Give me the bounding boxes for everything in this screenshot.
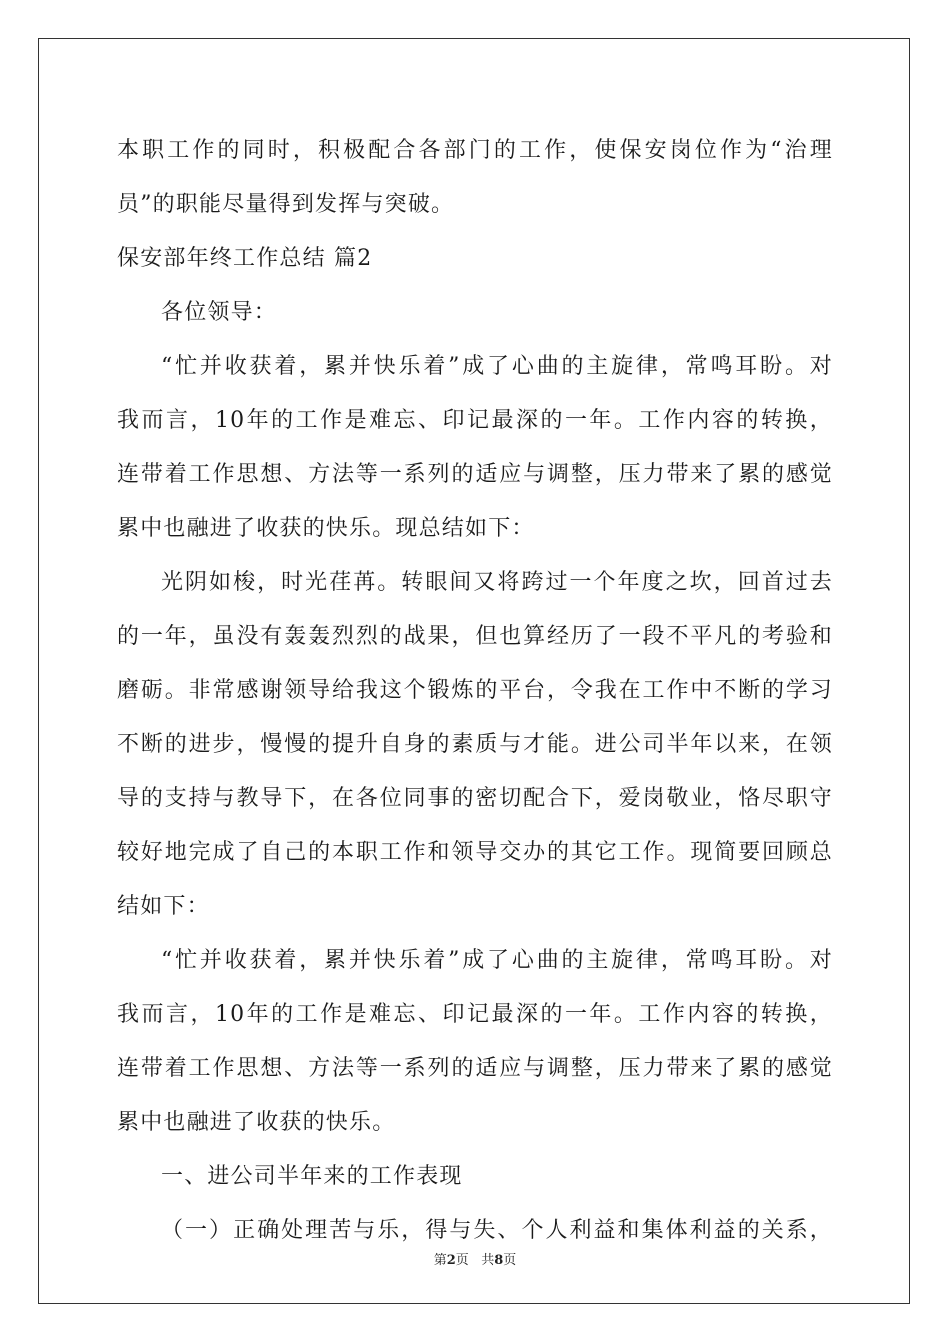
text-line: 导的支持与教导下，在各位同事的密切配合下，爱岗敬业，恪尽职守 [117, 786, 833, 811]
text-line: 连带着工作思想、方法等一系列的适应与调整，压力带来了累的感觉 [117, 1056, 833, 1081]
text-line: “忙并收获着，累并快乐着”成了心曲的主旋律，常鸣耳盼。对 [161, 354, 833, 379]
document-body [117, 124, 833, 1258]
text-line: 我而言，10年的工作是难忘、印记最深的一年。工作内容的转换， [117, 408, 833, 433]
text-line: 各位领导： [161, 300, 278, 325]
total-prefix: 共 [481, 1253, 495, 1268]
page-number: 2 [446, 1253, 456, 1268]
text-line: 本职工作的同时，积极配合各部门的工作，使保安岗位作为“治理 [117, 138, 833, 163]
text-line: 员”的职能尽量得到发挥与突破。 [117, 192, 455, 217]
text-line: 光阴如梭，时光荏苒。转眼间又将跨过一个年度之坎，回首过去 [161, 570, 833, 595]
page-prefix: 第 [433, 1253, 447, 1268]
total-pages: 8 [494, 1253, 504, 1268]
text-line: （一）正确处理苦与乐，得与失、个人利益和集体利益的关系， [161, 1218, 833, 1243]
text-line: 我而言，10年的工作是难忘、印记最深的一年。工作内容的转换， [117, 1002, 833, 1027]
page-suffix: 页 [455, 1253, 469, 1268]
text-line: 不断的进步，慢慢的提升自身的素质与才能。进公司半年以来，在领 [117, 732, 833, 757]
text-line: 累中也融进了收获的快乐。现总结如下： [117, 516, 535, 541]
text-line: 一、进公司半年来的工作表现 [161, 1164, 463, 1189]
page-footer [0, 1249, 950, 1268]
text-line: 结如下： [117, 894, 210, 919]
text-line: 的一年，虽没有轰轰烈烈的战果，但也算经历了一段不平凡的考验和 [117, 624, 833, 649]
text-line: 累中也融进了收获的快乐。 [117, 1110, 396, 1135]
text-line: 磨砺。非常感谢领导给我这个锻炼的平台，令我在工作中不断的学习 [117, 678, 833, 703]
text-line: “忙并收获着，累并快乐着”成了心曲的主旋律，常鸣耳盼。对 [161, 948, 833, 973]
total-suffix: 页 [503, 1253, 517, 1268]
text-line: 保安部年终工作总结 篇2 [117, 246, 373, 271]
text-line: 较好地完成了自己的本职工作和领导交办的其它工作。现简要回顾总 [117, 840, 833, 865]
text-line: 连带着工作思想、方法等一系列的适应与调整，压力带来了累的感觉 [117, 462, 833, 487]
